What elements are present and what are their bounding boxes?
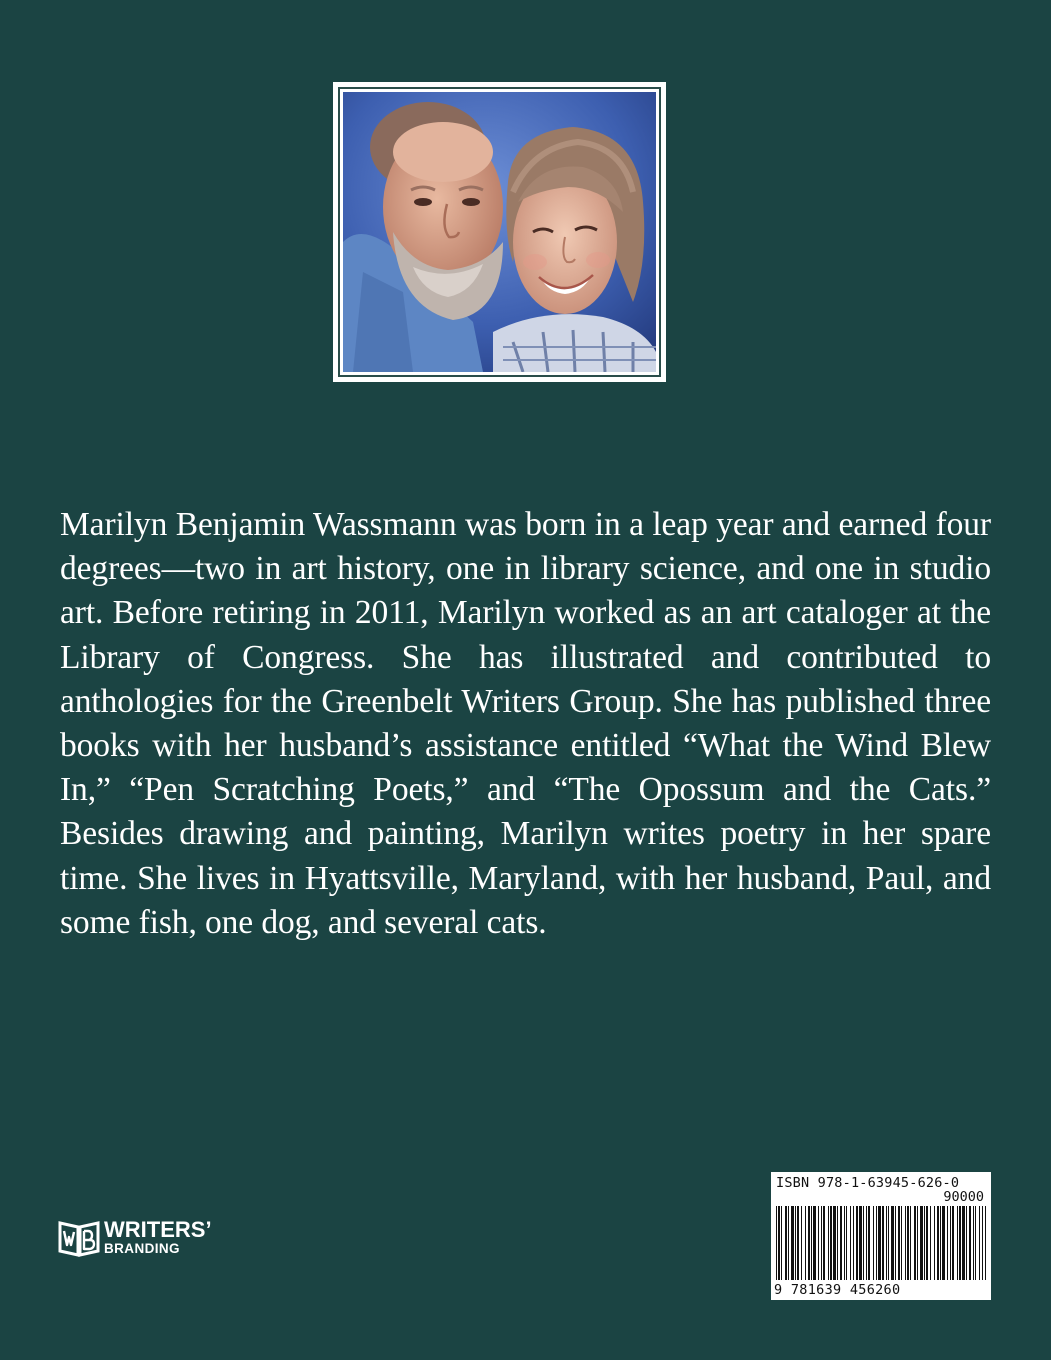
barcode-bar [797, 1206, 799, 1280]
barcode-bar [821, 1206, 822, 1280]
barcode-bar [914, 1206, 916, 1280]
author-photo [343, 92, 656, 372]
author-bio: Marilyn Benjamin Wassmann was born in a leap year and earned four degrees—two in art history, one in library science, and one in studio art. Before retiring in 2011, Marilyn worked as an art cataloger at the Library of Congress. She has illustrated and contributed to anthologies for the Greenbelt Writers Group. She has published three books with her husband’s assistance entitled “What the Wind Blew In,” “Pen Scratching Poets,” and “The Opossum and the Cats.” Besides drawing and painting, Marilyn writes poetry in her spare time. She lives in Hyattsville, Maryland, with her husband, Paul, and some fish, one dog, and several cats. [60, 506, 991, 941]
barcode-bar [985, 1206, 986, 1280]
publisher-name-line2: BRANDING [104, 1240, 180, 1256]
barcode-bar [833, 1206, 836, 1280]
barcode-bar [795, 1206, 796, 1280]
publisher-name [104, 1216, 212, 1256]
barcode-bar [811, 1206, 812, 1280]
barcode-bar [878, 1206, 881, 1280]
barcode-bar [808, 1206, 810, 1280]
barcode-bar [969, 1206, 971, 1280]
barcode-bar [818, 1206, 819, 1280]
isbn-number: ISBN 978-1-63945-626-0 [776, 1175, 960, 1191]
barcode-bar [950, 1206, 951, 1280]
barcode-bar [966, 1206, 967, 1280]
barcode-bar [882, 1206, 884, 1280]
barcode-bar [901, 1206, 902, 1280]
barcode-digits: 9 781639 456260 [774, 1282, 901, 1298]
barcode-bar [840, 1206, 842, 1280]
barcode-bar [805, 1206, 806, 1280]
barcode-bar [975, 1206, 976, 1280]
barcode-bar [979, 1206, 980, 1280]
price-code: 90000 [943, 1189, 984, 1205]
barcode-bar [937, 1206, 939, 1280]
barcode-bar [934, 1206, 935, 1280]
open-book-wb-icon [58, 1217, 100, 1257]
author-photo-border [338, 87, 661, 377]
isbn-barcode [771, 1172, 991, 1300]
barcode-bar [785, 1206, 787, 1280]
barcode-bar [888, 1206, 889, 1280]
author-photo-frame [333, 82, 666, 382]
barcode-bar [940, 1206, 941, 1280]
barcode-bar [853, 1206, 854, 1280]
barcode-bar [837, 1206, 838, 1280]
barcode-bar [776, 1206, 777, 1280]
barcode-bar [898, 1206, 900, 1280]
barcode-bar [856, 1206, 858, 1280]
barcode-bar [850, 1206, 851, 1280]
barcode-bar [886, 1206, 887, 1280]
barcode-bar [920, 1206, 923, 1280]
barcode-bar [982, 1206, 983, 1280]
barcode-bar [801, 1206, 802, 1280]
barcode-bar [926, 1206, 928, 1280]
barcode-bar [891, 1206, 894, 1280]
publisher-name-line1: WRITERS’ [104, 1216, 212, 1242]
barcode-bar [910, 1206, 911, 1280]
barcode-bar [973, 1206, 974, 1280]
barcode-bar [866, 1206, 867, 1280]
barcode-bar [957, 1206, 958, 1280]
barcode-bar [859, 1206, 862, 1280]
barcode-bar [830, 1206, 832, 1280]
barcode-bar [959, 1206, 961, 1280]
barcode-bar [924, 1206, 925, 1280]
barcode-bar [895, 1206, 896, 1280]
barcode-bar [846, 1206, 847, 1280]
barcode-bar [788, 1206, 789, 1280]
barcode-bar [947, 1206, 948, 1280]
barcode-bar [905, 1206, 906, 1280]
barcode-bar [907, 1206, 909, 1280]
barcode-bar [917, 1206, 918, 1280]
barcode-bar [823, 1206, 825, 1280]
barcode-bar [791, 1206, 794, 1280]
barcode-bar [781, 1206, 782, 1280]
publisher-logo [58, 1213, 258, 1261]
barcode-bar [813, 1206, 816, 1280]
barcode-bar [942, 1206, 945, 1280]
barcode-bar [873, 1206, 874, 1280]
barcode-bar [868, 1206, 870, 1280]
barcode-bar [962, 1206, 965, 1280]
barcode-bar [778, 1206, 780, 1280]
barcode-bar [876, 1206, 877, 1280]
barcode-bar [952, 1206, 954, 1280]
barcode-bar [930, 1206, 931, 1280]
barcode-bar [828, 1206, 829, 1280]
barcode-bars [776, 1206, 986, 1280]
barcode-bar [844, 1206, 845, 1280]
barcode-bar [863, 1206, 864, 1280]
